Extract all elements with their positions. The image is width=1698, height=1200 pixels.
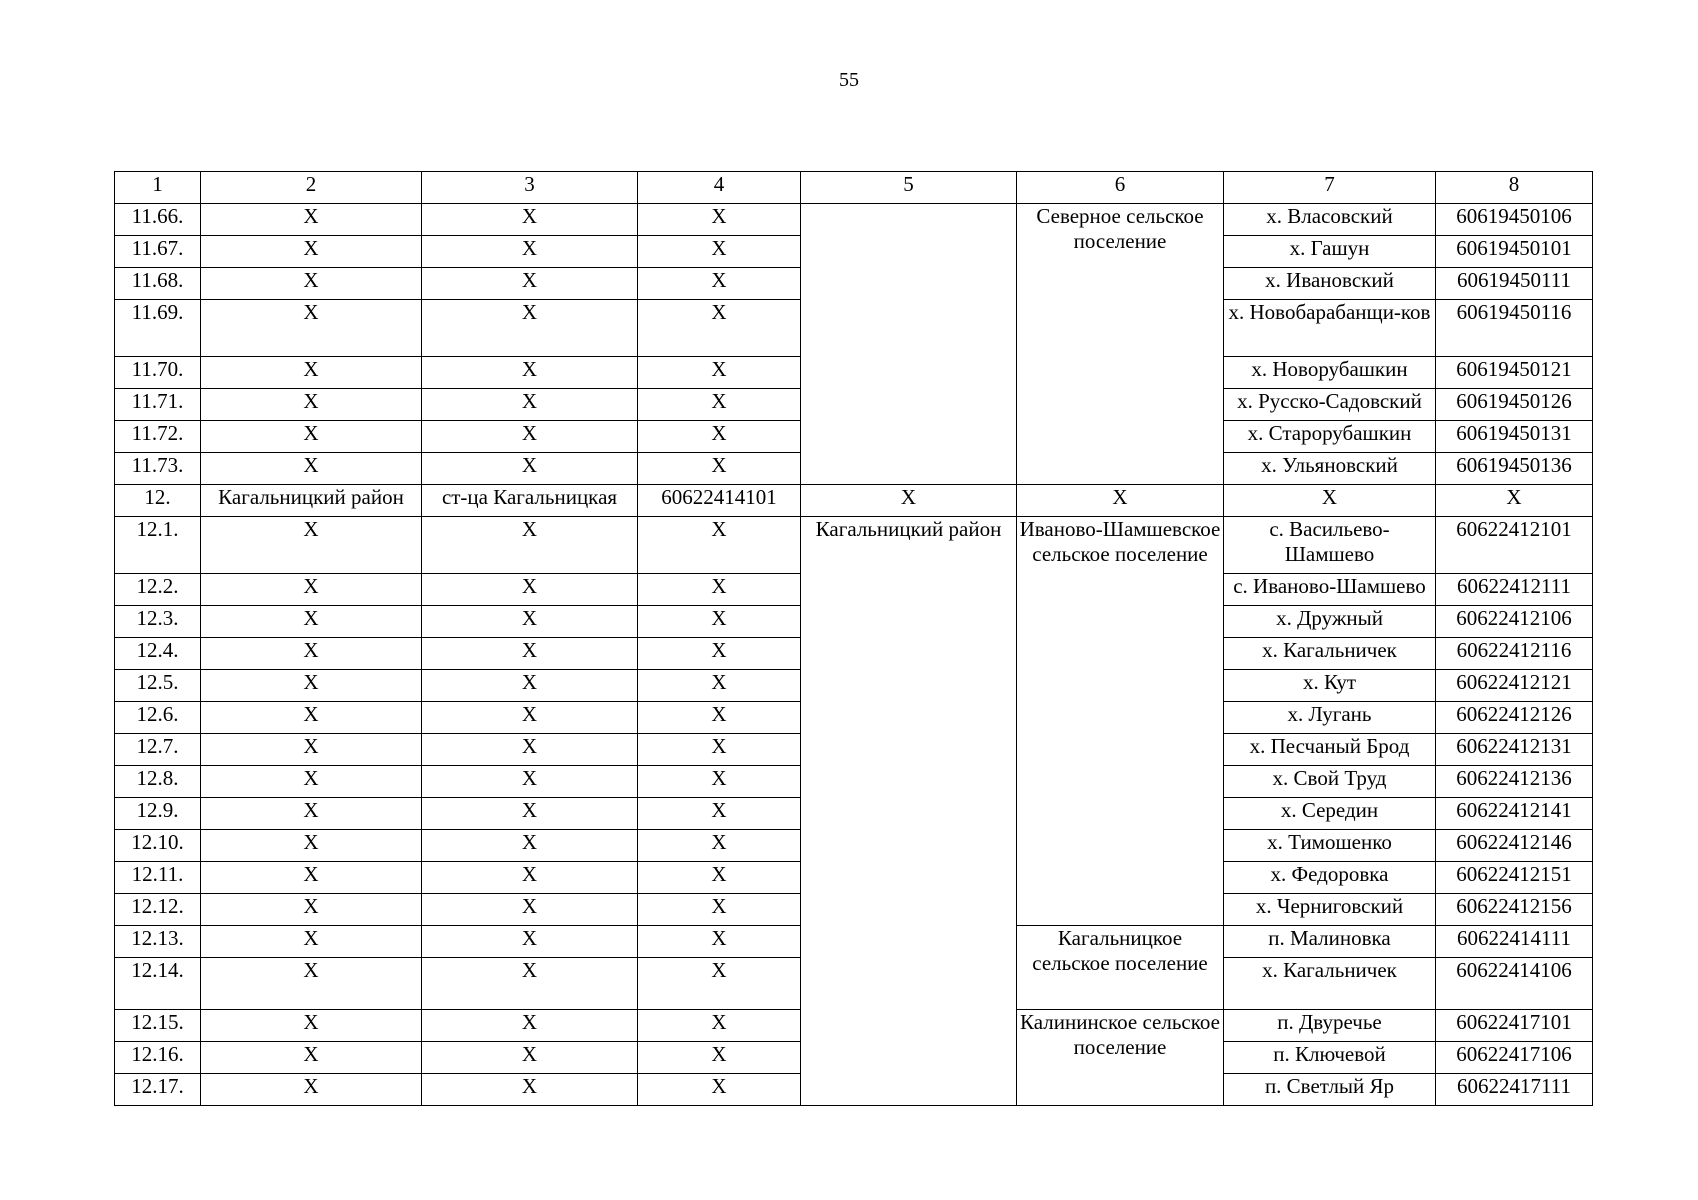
cell-col3: Х	[422, 734, 638, 766]
cell-col4: Х	[638, 926, 801, 958]
oktmo-code: 60622417111	[1436, 1074, 1593, 1106]
cell-col2: Х	[201, 958, 422, 1010]
cell-col2: Х	[201, 1074, 422, 1106]
cell-col4: Х	[638, 421, 801, 453]
row-number: 11.70.	[115, 357, 201, 389]
district-group-cell: Кагальницкий район	[801, 517, 1017, 1106]
district-name: Кагальницкий район	[201, 485, 422, 517]
cell-col4: Х	[638, 1074, 801, 1106]
oktmo-code: 60619450131	[1436, 421, 1593, 453]
cell-col2: Х	[201, 204, 422, 236]
cell-col2: Х	[201, 798, 422, 830]
row-number: 12.9.	[115, 798, 201, 830]
header-cell: 1	[115, 172, 201, 204]
cell-col3: Х	[422, 389, 638, 421]
row-number: 12.	[115, 485, 201, 517]
settlement-name: п. Двуречье	[1224, 1010, 1436, 1042]
admin-center: ст-ца Кагальницкая	[422, 485, 638, 517]
oktmo-code: 60619450121	[1436, 357, 1593, 389]
header-cell: 6	[1017, 172, 1224, 204]
settlement-group-cell: Кагальницкое сельское поселение	[1017, 926, 1224, 1010]
oktmo-code: 60622412106	[1436, 606, 1593, 638]
settlement-name: х. Гашун	[1224, 236, 1436, 268]
settlement-name: х. Ивановский	[1224, 268, 1436, 300]
cell-col3: Х	[422, 830, 638, 862]
cell-col4: Х	[638, 766, 801, 798]
settlement-name: х. Федоровка	[1224, 862, 1436, 894]
cell-col3: Х	[422, 1074, 638, 1106]
cell-col4: Х	[638, 517, 801, 574]
oktmo-code: 60622414106	[1436, 958, 1593, 1010]
row-number: 12.4.	[115, 638, 201, 670]
oktmo-code: 60619450106	[1436, 204, 1593, 236]
settlement-name: п. Светлый Яр	[1224, 1074, 1436, 1106]
settlement-name: х. Старорубашкин	[1224, 421, 1436, 453]
row-number: 12.10.	[115, 830, 201, 862]
cell-col5-empty	[801, 204, 1017, 485]
cell-col4: Х	[638, 1042, 801, 1074]
settlement-group-cell: Иваново-Шамшевское сельское поселение	[1017, 517, 1224, 926]
cell-col4: Х	[638, 862, 801, 894]
settlement-name: х. Кут	[1224, 670, 1436, 702]
row-number: 12.1.	[115, 517, 201, 574]
cell-col4: Х	[638, 734, 801, 766]
settlement-name: х. Середин	[1224, 798, 1436, 830]
settlement-name: с. Васильево-Шамшево	[1224, 517, 1436, 574]
cell-col3: Х	[422, 702, 638, 734]
settlement-name: х. Новорубашкин	[1224, 357, 1436, 389]
cell-col3: Х	[422, 268, 638, 300]
settlement-name: Х	[1224, 485, 1436, 517]
settlement-name: х. Тимошенко	[1224, 830, 1436, 862]
table-row	[115, 204, 1593, 236]
cell-col2: Х	[201, 357, 422, 389]
row-number: 12.13.	[115, 926, 201, 958]
oktmo-code: 60622417106	[1436, 1042, 1593, 1074]
cell-col2: Х	[201, 830, 422, 862]
oktmo-code: 60619450101	[1436, 236, 1593, 268]
row-number: 12.15.	[115, 1010, 201, 1042]
oktmo-code: 60622412146	[1436, 830, 1593, 862]
settlement-name: п. Ключевой	[1224, 1042, 1436, 1074]
cell-col3: Х	[422, 670, 638, 702]
row-number: 12.5.	[115, 670, 201, 702]
cell-col2: Х	[201, 1010, 422, 1042]
header-cell: 2	[201, 172, 422, 204]
row-number: 12.12.	[115, 894, 201, 926]
cell-col3: Х	[422, 894, 638, 926]
header-cell: 7	[1224, 172, 1436, 204]
cell-col4: Х	[638, 300, 801, 357]
cell-col3: Х	[422, 1042, 638, 1074]
cell-col2: Х	[201, 389, 422, 421]
cell-col4: Х	[638, 357, 801, 389]
cell-col6: Х	[1017, 485, 1224, 517]
oktmo-code: 60622412136	[1436, 766, 1593, 798]
cell-col4: Х	[638, 268, 801, 300]
oktmo-code: 60619450126	[1436, 389, 1593, 421]
oktmo-code: Х	[1436, 485, 1593, 517]
cell-col2: Х	[201, 421, 422, 453]
row-number: 12.14.	[115, 958, 201, 1010]
oktmo-code: 60622412156	[1436, 894, 1593, 926]
settlement-name: х. Власовский	[1224, 204, 1436, 236]
cell-col2: Х	[201, 517, 422, 574]
cell-col4: Х	[638, 453, 801, 485]
cell-col2: Х	[201, 702, 422, 734]
cell-col2: Х	[201, 638, 422, 670]
cell-col4: Х	[638, 830, 801, 862]
cell-col3: Х	[422, 638, 638, 670]
oktmo-code: 60622412131	[1436, 734, 1593, 766]
row-number: 11.67.	[115, 236, 201, 268]
cell-col2: Х	[201, 862, 422, 894]
table-row	[115, 485, 1593, 517]
header-cell: 5	[801, 172, 1017, 204]
settlement-name: х. Кагальничек	[1224, 958, 1436, 1010]
cell-col4: Х	[638, 894, 801, 926]
oktmo-code: 60622412111	[1436, 574, 1593, 606]
cell-col2: Х	[201, 926, 422, 958]
cell-col2: Х	[201, 734, 422, 766]
settlement-name: п. Малиновка	[1224, 926, 1436, 958]
oktmo-code: 60622412101	[1436, 517, 1593, 574]
cell-col4: Х	[638, 606, 801, 638]
row-number: 12.17.	[115, 1074, 201, 1106]
oktmo-code: 60622412126	[1436, 702, 1593, 734]
cell-col2: Х	[201, 574, 422, 606]
settlement-name: х. Новобарабанщи-ков	[1224, 300, 1436, 357]
row-number: 12.8.	[115, 766, 201, 798]
cell-col4: Х	[638, 1010, 801, 1042]
cell-col2: Х	[201, 766, 422, 798]
row-number: 11.66.	[115, 204, 201, 236]
row-number: 12.6.	[115, 702, 201, 734]
table-header-row	[115, 172, 1593, 204]
cell-col3: Х	[422, 798, 638, 830]
header-cell: 3	[422, 172, 638, 204]
oktmo-code: 60622412116	[1436, 638, 1593, 670]
row-number: 12.3.	[115, 606, 201, 638]
cell-col2: Х	[201, 670, 422, 702]
settlement-name: х. Ульяновский	[1224, 453, 1436, 485]
settlement-name: х. Песчаный Брод	[1224, 734, 1436, 766]
settlement-group-cell: Северное сельское поселение	[1017, 204, 1224, 485]
settlement-name: х. Русско-Садовский	[1224, 389, 1436, 421]
cell-col2: Х	[201, 894, 422, 926]
header-cell: 4	[638, 172, 801, 204]
cell-col3: Х	[422, 1010, 638, 1042]
cell-col4: Х	[638, 574, 801, 606]
table-row	[115, 517, 1593, 574]
cell-col3: Х	[422, 204, 638, 236]
cell-col3: Х	[422, 926, 638, 958]
cell-col4: Х	[638, 702, 801, 734]
header-cell: 8	[1436, 172, 1593, 204]
cell-col3: Х	[422, 236, 638, 268]
row-number: 11.73.	[115, 453, 201, 485]
oktmo-code: 60619450116	[1436, 300, 1593, 357]
oktmo-code: 60622414111	[1436, 926, 1593, 958]
oktmo-code: 60619450111	[1436, 268, 1593, 300]
settlement-group-cell: Калининское сельское поселение	[1017, 1010, 1224, 1106]
settlement-name: х. Свой Труд	[1224, 766, 1436, 798]
oktmo-code: 60619450136	[1436, 453, 1593, 485]
cell-col2: Х	[201, 1042, 422, 1074]
cell-col4: Х	[638, 638, 801, 670]
cell-col2: Х	[201, 236, 422, 268]
cell-col3: Х	[422, 357, 638, 389]
cell-col3: Х	[422, 606, 638, 638]
row-number: 11.69.	[115, 300, 201, 357]
oktmo-code-center: 60622414101	[638, 485, 801, 517]
row-number: 11.72.	[115, 421, 201, 453]
cell-col4: Х	[638, 958, 801, 1010]
row-number: 11.68.	[115, 268, 201, 300]
oktmo-code: 60622412121	[1436, 670, 1593, 702]
cell-col4: Х	[638, 389, 801, 421]
cell-col3: Х	[422, 300, 638, 357]
cell-col3: Х	[422, 574, 638, 606]
settlement-name: х. Лугань	[1224, 702, 1436, 734]
cell-col4: Х	[638, 670, 801, 702]
row-number: 12.16.	[115, 1042, 201, 1074]
cell-col2: Х	[201, 300, 422, 357]
cell-col4: Х	[638, 204, 801, 236]
cell-col3: Х	[422, 766, 638, 798]
row-number: 12.11.	[115, 862, 201, 894]
row-number: 11.71.	[115, 389, 201, 421]
settlement-name: с. Иваново-Шамшево	[1224, 574, 1436, 606]
settlement-name: х. Дружный	[1224, 606, 1436, 638]
cell-col2: Х	[201, 453, 422, 485]
oktmo-code: 60622412151	[1436, 862, 1593, 894]
data-table	[114, 171, 1593, 1106]
oktmo-code: 60622412141	[1436, 798, 1593, 830]
cell-col2: Х	[201, 268, 422, 300]
cell-col5: Х	[801, 485, 1017, 517]
oktmo-code: 60622417101	[1436, 1010, 1593, 1042]
cell-col4: Х	[638, 236, 801, 268]
row-number: 12.7.	[115, 734, 201, 766]
cell-col4: Х	[638, 798, 801, 830]
settlement-name: х. Кагальничек	[1224, 638, 1436, 670]
cell-col3: Х	[422, 958, 638, 1010]
settlement-name: х. Черниговский	[1224, 894, 1436, 926]
cell-col3: Х	[422, 517, 638, 574]
row-number: 12.2.	[115, 574, 201, 606]
cell-col3: Х	[422, 421, 638, 453]
page-number: 55	[839, 69, 859, 91]
cell-col3: Х	[422, 862, 638, 894]
cell-col3: Х	[422, 453, 638, 485]
cell-col2: Х	[201, 606, 422, 638]
